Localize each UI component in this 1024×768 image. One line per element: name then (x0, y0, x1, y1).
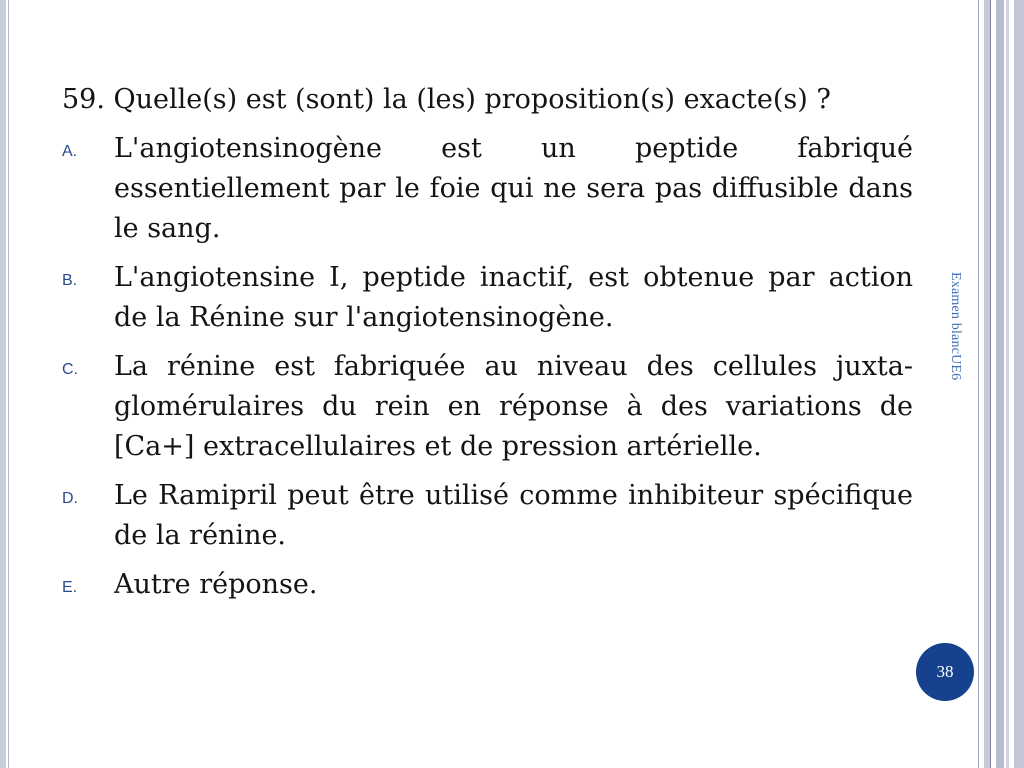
right-border-band (1006, 0, 1009, 768)
option-a (62, 129, 913, 249)
vertical-footer-text: Examen blancUE6 (948, 272, 963, 381)
page-number: 38 (936, 662, 954, 681)
option-letter: C. (62, 361, 78, 378)
option-c (62, 347, 913, 467)
right-border-band (1014, 0, 1024, 768)
option-b (62, 258, 913, 338)
option-letter: D. (62, 490, 78, 507)
right-border-band (996, 0, 1004, 768)
option-text: Le Ramipril peut être utilisé comme inhibiteur spécifique de la rénine. (114, 480, 913, 551)
page-number-badge (916, 643, 974, 701)
left-border-line (8, 0, 9, 768)
option-letter: E. (62, 579, 78, 596)
right-border-line (978, 0, 979, 768)
right-border-line (990, 0, 991, 768)
option-letter: B. (62, 272, 78, 289)
option-text: L'angiotensinogène est un peptide fabriqué essentiellement par le foie qui ne sera pas diffusible dans le sang. (114, 133, 913, 244)
option-letter: A. (62, 143, 78, 160)
option-e (62, 565, 913, 608)
question-title: 59. Quelle(s) est (sont) la (les) proposition(s) exacte(s) ? (62, 84, 831, 115)
option-text: Autre réponse. (114, 569, 318, 600)
option-d (62, 476, 913, 556)
vertical-footer-label (932, 272, 978, 472)
answer-options-list (62, 129, 913, 608)
option-text: La rénine est fabriquée au niveau des cellules juxta-glomérulaires du rein en réponse à des variations de [Ca+] extracellulaires et de pression artérielle. (114, 351, 913, 462)
slide-content (62, 80, 913, 617)
left-border-decoration (0, 0, 6, 768)
option-text: L'angiotensine I, peptide inactif, est obtenue par action de la Rénine sur l'angiotensinogène. (114, 262, 913, 333)
